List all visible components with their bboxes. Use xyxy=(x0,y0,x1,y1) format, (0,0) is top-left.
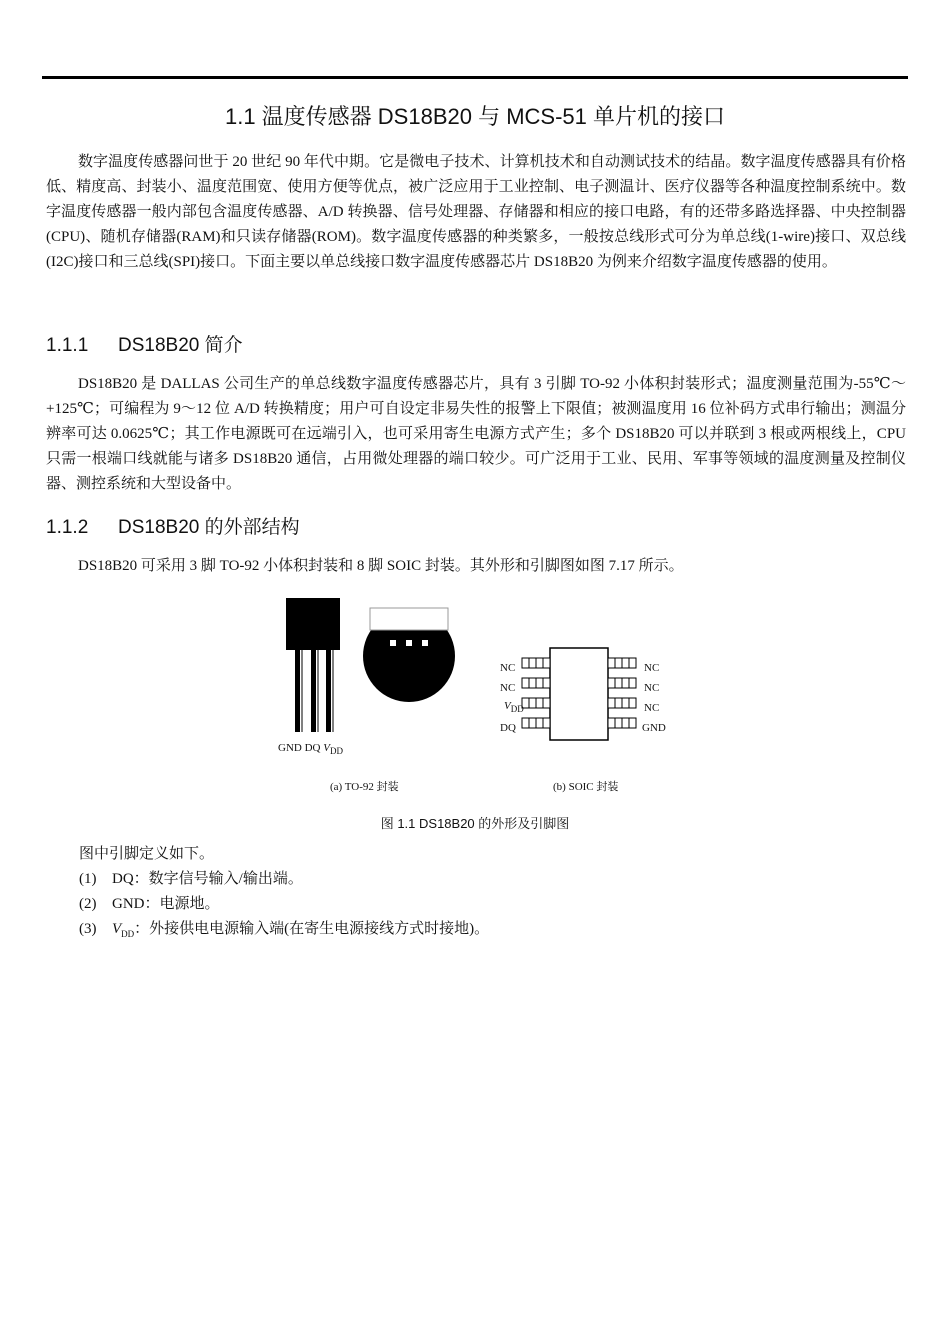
package-drawing xyxy=(0,590,950,770)
soic-right-label: NC xyxy=(644,702,660,714)
section-2-paragraph: DS18B20 可采用 3 脚 TO-92 小体积封装和 8 脚 SOIC 封装。其外形和引脚图如图 7.17 所示。 xyxy=(78,558,684,574)
section-heading-2 xyxy=(46,512,300,539)
to92-pin-labels xyxy=(278,742,343,756)
soic-right-label: NC xyxy=(644,682,660,694)
soic-left-label: NC xyxy=(500,662,516,674)
pin-item xyxy=(79,892,220,913)
section-number: 1.1.1 xyxy=(46,335,89,356)
subcaption-b: (b) SOIC 封装 xyxy=(553,781,619,793)
package-figure xyxy=(0,590,950,793)
soic-left-label: DQ xyxy=(500,722,516,734)
pin-item xyxy=(79,867,303,888)
figure-caption: 图 1.1 DS18B20 的外形及引脚图 xyxy=(380,816,570,831)
header-rule xyxy=(42,76,908,79)
soic-body xyxy=(550,648,608,740)
pin-text: GND：电源地。 xyxy=(112,896,220,912)
vdd-symbol: $V_{DD}$ xyxy=(112,921,135,939)
to92-body xyxy=(286,598,340,650)
section-title: DS18B20 简介 xyxy=(118,335,243,356)
pin-text: ：外接供电电源输入端(在寄生电源接线方式时接地)。 xyxy=(134,921,490,937)
pin-index: (3) xyxy=(79,921,97,937)
pin-intro: 图中引脚定义如下。 xyxy=(79,846,215,862)
pin-index: (1) xyxy=(79,871,97,887)
to92-lead xyxy=(326,650,331,732)
section-1-paragraph: DS18B20 是 DALLAS 公司生产的单总线数字温度传感器芯片，具有 3 引脚 TO-92 小体积封装形式；温度测量范围为-55℃～+125℃；可编程为 9～12 位 A/D 转换精度；用户可自设定非易失性的报警上下限值；被测温度用 16 位补码方式串行输出；测温分辨率可达 0.0625℃；其工作电源既可在远端引入，也可采用寄生电源方式产生；多个 DS18B20 可以并联到 3 根或两根线上，CPU 只需一根端口线就能与诸多 DS18B20 通信，占用微处理器的端口较少。可广泛用于工业、民用、军事等领域的温度测量及控制仪器、测控系统和大型设备中。 xyxy=(46,376,906,492)
pin-index: (2) xyxy=(79,896,97,912)
intro-paragraph: 数字温度传感器问世于 20 世纪 90 年代中期。它是微电子技术、计算机技术和自动测试技术的结晶。数字温度传感器具有价格低、精度高、封装小、温度范围宽、使用方便等优点，被广泛应用于工业控制、电子测温计、医疗仪器等各种温度控制系统中。数字温度传感器一般内部包含温度传感器、A/D 转换器、信号处理器、存储器和相应的接口电路，有的还带多路选择器、中央控制器(CPU)、随机存储器(RAM)和只读存储器(ROM)。数字温度传感器的种类繁多，一般按总线形式可分为单总线(1-wire)接口、双总线(I2C)接口和三总线(SPI)接口。下面主要以单总线接口数字温度传感器芯片 DS18B20 为例来介绍数字温度传感器的使用。 xyxy=(46,154,906,270)
section-number: 1.1.2 xyxy=(46,517,89,538)
section-title: DS18B20 的外部结构 xyxy=(118,517,300,538)
vdd-label: $V_{DD}$ xyxy=(323,742,343,757)
to92-lead xyxy=(311,650,316,732)
subcaption-a: (a) TO-92 封装 xyxy=(330,781,399,793)
soic-left-label: NC xyxy=(500,682,516,694)
soic-right-label: NC xyxy=(644,662,660,674)
to92-lead xyxy=(295,650,300,732)
section-heading-1 xyxy=(46,330,243,357)
pin-text: DQ：数字信号输入/输出端。 xyxy=(112,871,303,887)
pin-item xyxy=(79,917,489,939)
to92-pin-text: GND DQ xyxy=(278,742,321,754)
page-title: 1.1 温度传感器 DS18B20 与 MCS-51 单片机的接口 xyxy=(224,104,725,129)
soic-left-label: $V_{DD}$ xyxy=(504,700,524,715)
soic-right-label: GND xyxy=(642,722,666,734)
